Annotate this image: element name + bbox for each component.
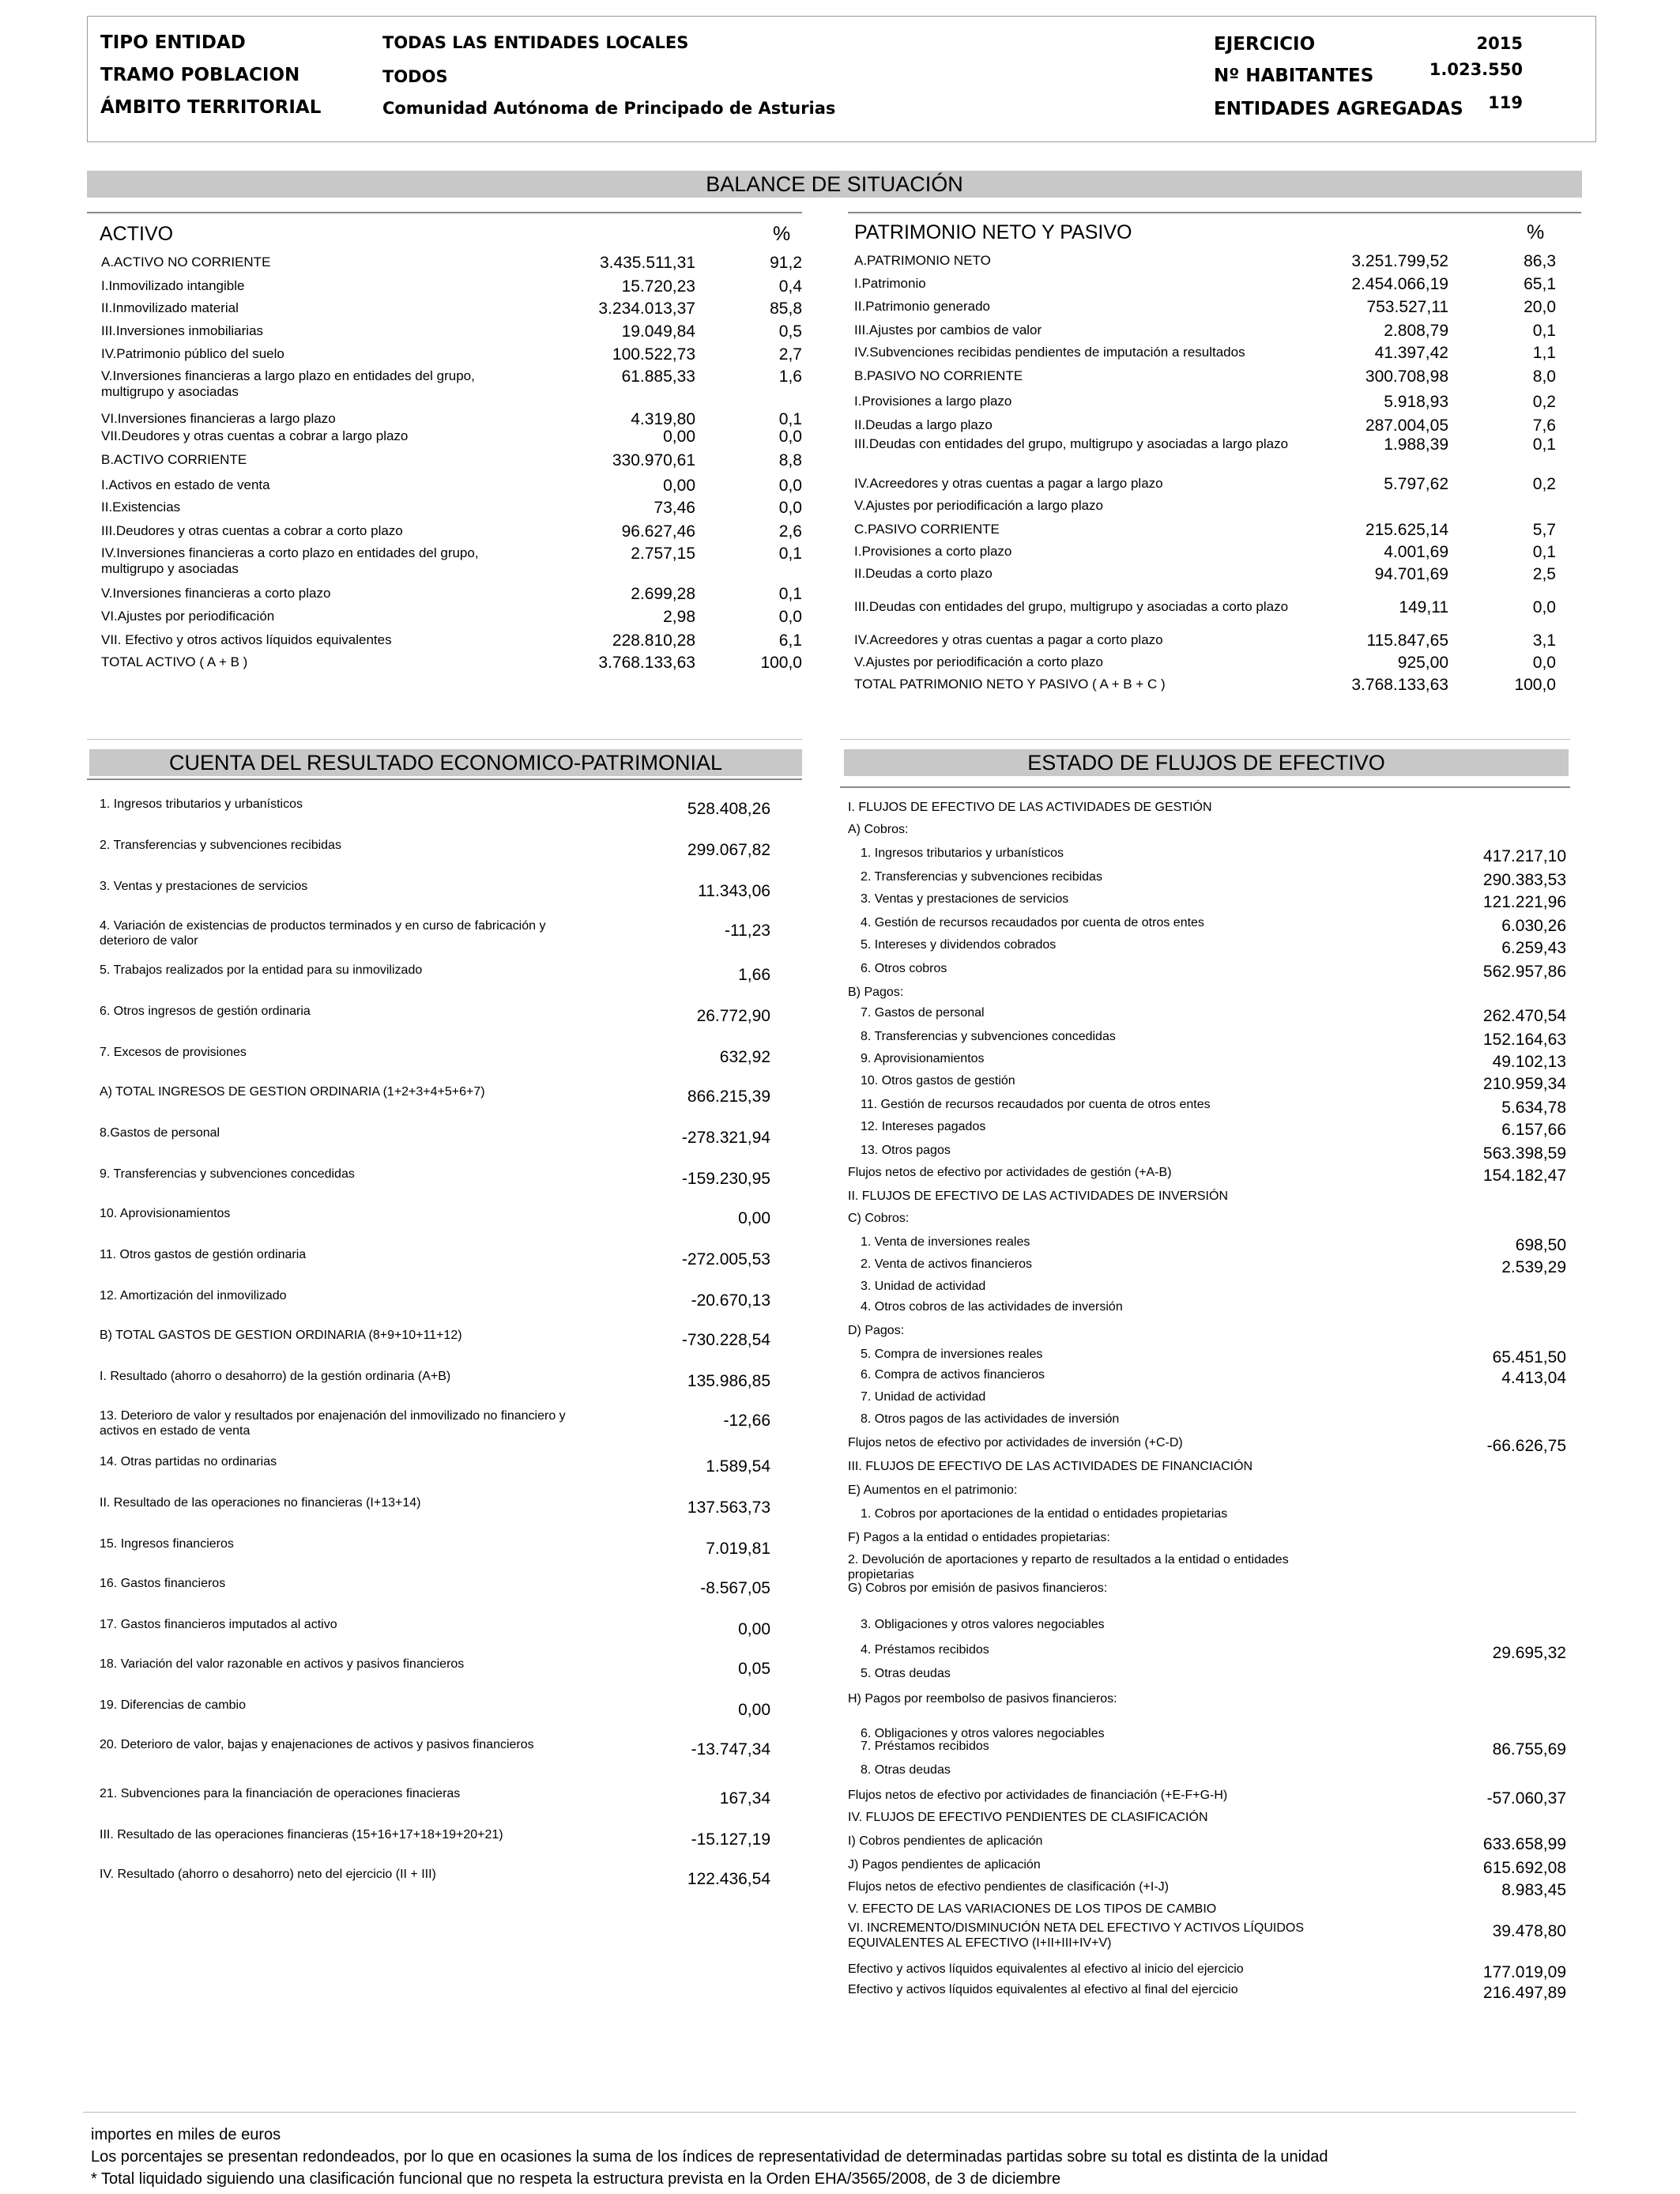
flujos-row-label: 7. Unidad de actividad [861, 1390, 986, 1404]
pasivo-row-pct: 2,5 [1532, 565, 1556, 583]
pasivo-row-value: 4.001,69 [1384, 543, 1448, 561]
activo-row-value: 2,98 [663, 608, 695, 626]
activo-row-label: III.Deudores y otras cuentas a cobrar a corto plazo [101, 523, 403, 538]
flujos-row-label: 10. Otros gastos de gestión [861, 1074, 1015, 1088]
cuenta-row-label: 17. Gastos financieros imputados al activo [100, 1618, 337, 1631]
cuenta-row-value: 299.067,82 [687, 841, 770, 859]
flujos-row-label: 1. Ingresos tributarios y urbanísticos [861, 846, 1064, 860]
flujos-row-value: 6.030,26 [1501, 917, 1566, 935]
pasivo-row-pct: 0,1 [1532, 435, 1556, 454]
cuenta-row-label: A) TOTAL INGRESOS DE GESTION ORDINARIA (1+2+3+4+5+6+7) [100, 1085, 485, 1099]
activo-row-value: 19.049,84 [621, 322, 695, 341]
cuenta-row-label: 8.Gastos de personal [100, 1126, 220, 1140]
flujos-row-label: 4. Gestión de recursos recaudados por cuenta de otros entes [861, 916, 1204, 929]
activo-row-value: 3.768.133,63 [598, 654, 695, 672]
activo-row-label: I.Inmovilizado intangible [101, 278, 245, 293]
pasivo-row-label: IV.Acreedores y otras cuentas a pagar a corto plazo [854, 632, 1163, 647]
flujos-row-label: 2. Venta de activos financieros [861, 1257, 1033, 1271]
cuenta-title: CUENTA DEL RESULTADO ECONOMICO-PATRIMONIAL [89, 749, 802, 776]
activo-row-label: II.Existencias [101, 499, 181, 515]
flujos-row-label: 3. Unidad de actividad [861, 1280, 986, 1293]
flujos-top-rule [840, 739, 1570, 740]
pasivo-row-value: 3.251.799,52 [1351, 252, 1448, 270]
pasivo-row-value: 5.918,93 [1384, 393, 1448, 411]
flujos-row-label: 9. Aprovisionamientos [861, 1052, 985, 1065]
cuenta-row-value: 1.589,54 [706, 1457, 770, 1476]
pasivo-row-value: 753.527,11 [1366, 298, 1448, 316]
activo-row-value: 4.319,80 [631, 410, 695, 428]
pasivo-row-label: IV.Subvenciones recibidas pendientes de imputación a resultados [854, 345, 1245, 360]
activo-row-value: 0,00 [663, 428, 695, 446]
entidades-agregadas-label: ENTIDADES AGREGADAS [1214, 99, 1463, 119]
cuenta-row-label: 2. Transferencias y subvenciones recibidas [100, 839, 341, 852]
cuenta-row-label: 20. Deterioro de valor, bajas y enajenaciones de activos y pasivos financieros [100, 1738, 534, 1751]
flujos-row-label: 5. Intereses y dividendos cobrados [861, 938, 1057, 952]
activo-row-pct: 0,0 [778, 499, 802, 517]
activo-row-pct: 6,1 [778, 631, 802, 650]
pasivo-pct-header: % [1527, 221, 1545, 243]
pasivo-row-pct: 100,0 [1514, 676, 1556, 694]
activo-row-pct: 0,0 [778, 608, 802, 626]
flujos-row-label: 5. Otras deudas [861, 1667, 951, 1680]
activo-row-label: B.ACTIVO CORRIENTE [101, 452, 247, 467]
flujos-row-label: E) Aumentos en el patrimonio: [848, 1483, 1018, 1497]
flujos-row-label: 2. Transferencias y subvenciones recibidas [861, 870, 1102, 884]
flujos-row-value: 633.658,99 [1482, 1835, 1566, 1853]
flujos-row-value: 29.695,32 [1492, 1644, 1566, 1662]
cuenta-top-rule [87, 739, 802, 740]
cuenta-row-label: B) TOTAL GASTOS DE GESTION ORDINARIA (8+9+10+11+12) [100, 1329, 462, 1342]
activo-row-value: 228.810,28 [612, 631, 695, 650]
activo-row-label: IV.Patrimonio público del suelo [101, 346, 284, 361]
cuenta-row-value: -278.321,94 [681, 1129, 770, 1147]
flujos-row-label: J) Pagos pendientes de aplicación [848, 1858, 1041, 1872]
pasivo-row-pct: 0,1 [1532, 543, 1556, 561]
pasivo-row-label: TOTAL PATRIMONIO NETO Y PASIVO ( A + B + C ) [854, 677, 1166, 692]
activo-row-label: A.ACTIVO NO CORRIENTE [101, 254, 271, 270]
pasivo-row-label: C.PASIVO CORRIENTE [854, 522, 1000, 537]
flujos-row-value: 6.259,43 [1501, 939, 1566, 957]
pasivo-row-pct: 20,0 [1524, 298, 1556, 316]
cuenta-row-value: -159.230,95 [681, 1170, 770, 1188]
habitantes-value: 1.023.550 [1429, 60, 1523, 79]
cuenta-row-value: -20.670,13 [691, 1291, 770, 1310]
pasivo-row-pct: 0,2 [1532, 393, 1556, 411]
cuenta-row-value: 632,92 [719, 1048, 770, 1066]
activo-row-label: I.Activos en estado de venta [101, 477, 270, 492]
cuenta-row-value: 0,00 [738, 1209, 770, 1227]
cuenta-row-value: 0,00 [738, 1620, 770, 1638]
cuenta-row-label: 6. Otros ingresos de gestión ordinaria [100, 1005, 311, 1018]
flujos-row-label: 8. Otras deudas [861, 1763, 951, 1777]
pasivo-row-pct: 65,1 [1524, 275, 1556, 293]
flujos-row-label: 6. Otros cobros [861, 962, 947, 975]
cuenta-row-label: 14. Otras partidas no ordinarias [100, 1455, 277, 1468]
flujos-row-value: 39.478,80 [1492, 1922, 1566, 1940]
flujos-row-label: II. FLUJOS DE EFECTIVO DE LAS ACTIVIDADES DE INVERSIÓN [848, 1189, 1228, 1203]
activo-pct-header: % [773, 223, 791, 245]
flujos-row-value: 262.470,54 [1482, 1007, 1566, 1025]
pasivo-row-value: 41.397,42 [1374, 344, 1448, 362]
pasivo-row-pct: 8,0 [1532, 368, 1556, 386]
flujos-row-label: Flujos netos de efectivo pendientes de clasificación (+I-J) [848, 1880, 1169, 1894]
activo-row-pct: 0,4 [778, 277, 802, 296]
pasivo-row-value: 300.708,98 [1365, 368, 1448, 386]
activo-row-pct: 100,0 [760, 654, 802, 672]
flujos-row-label: 1. Venta de inversiones reales [861, 1235, 1030, 1249]
pasivo-row-pct: 3,1 [1532, 631, 1556, 650]
ambito-territorial-value: Comunidad Autónoma de Principado de Asturias [382, 99, 836, 118]
pasivo-row-pct: 1,1 [1532, 344, 1556, 362]
tramo-poblacion-label: TRAMO POBLACION [100, 65, 300, 85]
footer-units-note: importes en miles de euros [91, 2126, 281, 2143]
flujos-row-label: H) Pagos por reembolso de pasivos financieros: [848, 1692, 1117, 1706]
flujos-row-label: Efectivo y activos líquidos equivalentes al efectivo al inicio del ejercicio [848, 1962, 1244, 1976]
activo-row-value: 0,00 [663, 477, 695, 495]
flujos-row-label: I) Cobros pendientes de aplicación [848, 1834, 1043, 1848]
cuenta-row-value: -13.747,34 [691, 1740, 770, 1759]
cuenta-row-value: 11.343,06 [698, 882, 770, 900]
flujos-row-label: A) Cobros: [848, 823, 909, 836]
flujos-row-value: 177.019,09 [1482, 1963, 1566, 1981]
flujos-row-value: 216.497,89 [1482, 1984, 1566, 2002]
pasivo-row-value: 94.701,69 [1374, 565, 1448, 583]
activo-row-pct: 0,5 [778, 322, 802, 341]
flujos-row-label: I. FLUJOS DE EFECTIVO DE LAS ACTIVIDADES DE GESTIÓN [848, 801, 1212, 814]
cuenta-row-value: -12,66 [723, 1412, 770, 1430]
activo-row-label: VII.Deudores y otras cuentas a cobrar a largo plazo [101, 428, 409, 443]
cuenta-row-label: 15. Ingresos financieros [100, 1537, 234, 1551]
cuenta-row-label: 16. Gastos financieros [100, 1577, 226, 1590]
flujos-row-label: 8. Transferencias y subvenciones concedidas [861, 1030, 1116, 1043]
activo-row-pct: 91,2 [770, 254, 802, 272]
flujos-row-value: 5.634,78 [1501, 1099, 1566, 1117]
cuenta-row-label: I. Resultado (ahorro o desahorro) de la gestión ordinaria (A+B) [100, 1370, 451, 1383]
activo-row-value: 15.720,23 [621, 277, 695, 296]
flujos-row-label: D) Pagos: [848, 1324, 905, 1337]
header-box [87, 16, 1596, 142]
pasivo-row-label: A.PATRIMONIO NETO [854, 253, 991, 268]
cuenta-row-value: 122.436,54 [687, 1870, 770, 1888]
pasivo-row-label: I.Provisiones a corto plazo [854, 544, 1012, 559]
cuenta-row-label: 5. Trabajos realizados por la entidad para su inmovilizado [100, 963, 423, 977]
flujos-row-label: IV. FLUJOS DE EFECTIVO PENDIENTES DE CLASIFICACIÓN [848, 1811, 1208, 1824]
cuenta-row-label: 13. Deterioro de valor y resultados por enajenación del inmovilizado no financiero y activos en estado de venta [100, 1409, 566, 1438]
pasivo-row-label: V.Ajustes por periodificación a corto plazo [854, 654, 1103, 669]
cuenta-row-value: 0,05 [738, 1660, 770, 1678]
flujos-row-label: V. EFECTO DE LAS VARIACIONES DE LOS TIPOS DE CAMBIO [848, 1902, 1217, 1916]
flujos-row-label: B) Pagos: [848, 986, 904, 999]
flujos-row-value: 154.182,47 [1482, 1167, 1566, 1185]
activo-row-value: 2.699,28 [631, 585, 695, 603]
pasivo-row-label: III.Deudas con entidades del grupo, multigrupo y asociadas a corto plazo [854, 599, 1289, 614]
pasivo-row-label: I.Provisiones a largo plazo [854, 394, 1012, 409]
tipo-entidad-value: TODAS LAS ENTIDADES LOCALES [382, 33, 689, 52]
cuenta-row-label: 10. Aprovisionamientos [100, 1207, 231, 1220]
activo-row-pct: 0,1 [778, 545, 802, 563]
flujos-header-rule [840, 786, 1570, 788]
flujos-row-value: 86.755,69 [1492, 1740, 1566, 1759]
activo-top-rule [87, 212, 802, 213]
pasivo-row-label: II.Patrimonio generado [854, 299, 990, 314]
pasivo-row-pct: 0,1 [1532, 322, 1556, 340]
activo-row-label: V.Inversiones financieras a largo plazo en entidades del grupo, multigrupo y asociadas [101, 368, 475, 399]
cuenta-row-label: 4. Variación de existencias de productos terminados y en curso de fabricación y deterioro de valor [100, 919, 546, 948]
pasivo-row-label: II.Deudas a corto plazo [854, 566, 993, 581]
cuenta-row-label: 7. Excesos de provisiones [100, 1046, 247, 1059]
cuenta-row-value: -11,23 [725, 922, 770, 940]
flujos-row-label: 1. Cobros por aportaciones de la entidad o entidades propietarias [861, 1507, 1228, 1521]
activo-row-value: 3.435.511,31 [599, 254, 695, 272]
flujos-row-value: 8.983,45 [1501, 1881, 1566, 1899]
flujos-row-value: -66.626,75 [1486, 1437, 1566, 1455]
flujos-row-value: 49.102,13 [1492, 1053, 1566, 1071]
flujos-row-value: 698,50 [1515, 1236, 1566, 1254]
pasivo-row-label: V.Ajustes por periodificación a largo plazo [854, 498, 1104, 513]
activo-row-pct: 0,1 [778, 585, 802, 603]
footer-classification-note: * Total liquidado siguiendo una clasificación funcional que no respeta la estructura prevista en la Orden EHA/3565/2008, de 3 de diciembre [91, 2170, 1061, 2188]
flujos-row-value: 417.217,10 [1482, 847, 1566, 865]
activo-row-value: 96.627,46 [621, 522, 695, 541]
pasivo-row-value: 149,11 [1399, 598, 1448, 616]
activo-row-label: TOTAL ACTIVO ( A + B ) [101, 654, 248, 669]
flujos-row-label: F) Pagos a la entidad o entidades propietarias: [848, 1531, 1110, 1544]
pasivo-top-rule [848, 212, 1581, 213]
cuenta-row-value: 26.772,90 [696, 1007, 770, 1025]
pasivo-row-pct: 0,2 [1532, 475, 1556, 493]
flujos-row-label: C) Cobros: [848, 1212, 910, 1225]
flujos-row-label: 7. Préstamos recibidos [861, 1740, 989, 1753]
flujos-row-value: 210.959,34 [1482, 1075, 1566, 1093]
pasivo-row-pct: 5,7 [1532, 521, 1556, 539]
cuenta-row-label: 12. Amortización del inmovilizado [100, 1289, 287, 1302]
pasivo-row-pct: 7,6 [1532, 417, 1556, 435]
cuenta-row-label: 11. Otros gastos de gestión ordinaria [100, 1248, 307, 1261]
activo-row-pct: 85,8 [770, 300, 802, 318]
flujos-row-label: Efectivo y activos líquidos equivalentes al efectivo al final del ejercicio [848, 1983, 1238, 1996]
flujos-row-value: 4.413,04 [1501, 1369, 1566, 1387]
activo-row-label: IV.Inversiones financieras a corto plazo en entidades del grupo, multigrupo y asociadas [101, 545, 479, 576]
flujos-row-label: 6. Obligaciones y otros valores negociables [861, 1727, 1105, 1740]
activo-row-label: VI.Inversiones financieras a largo plazo [101, 411, 336, 426]
pasivo-row-label: III.Ajustes por cambios de valor [854, 322, 1042, 337]
cuenta-row-value: 528.408,26 [687, 800, 770, 818]
cuenta-row-label: III. Resultado de las operaciones financieras (15+16+17+18+19+20+21) [100, 1828, 503, 1842]
flujos-row-value: 121.221,96 [1482, 893, 1566, 911]
tipo-entidad-label: TIPO ENTIDAD [100, 32, 246, 53]
flujos-row-value: 290.383,53 [1482, 871, 1566, 889]
cuenta-row-label: 9. Transferencias y subvenciones concedidas [100, 1167, 355, 1181]
activo-row-value: 2.757,15 [631, 545, 695, 563]
pasivo-row-value: 1.988,39 [1384, 435, 1448, 454]
ejercicio-value: 2015 [1476, 34, 1523, 53]
activo-row-label: VI.Ajustes por periodificación [101, 609, 275, 624]
flujos-row-value: 615.692,08 [1482, 1859, 1566, 1877]
tramo-poblacion-value: TODOS [382, 67, 448, 86]
pasivo-row-value: 925,00 [1397, 654, 1448, 672]
activo-row-pct: 1,6 [778, 368, 802, 386]
flujos-row-value: 562.957,86 [1482, 963, 1566, 981]
flujos-row-label: 3. Ventas y prestaciones de servicios [861, 892, 1069, 906]
pasivo-row-label: II.Deudas a largo plazo [854, 417, 993, 432]
activo-row-pct: 2,7 [778, 345, 802, 364]
flujos-row-label: 5. Compra de inversiones reales [861, 1348, 1043, 1361]
cuenta-row-value: -15.127,19 [691, 1830, 770, 1849]
flujos-row-label: Flujos netos de efectivo por actividades de gestión (+A-B) [848, 1166, 1172, 1179]
flujos-row-label: III. FLUJOS DE EFECTIVO DE LAS ACTIVIDADES DE FINANCIACIÓN [848, 1460, 1253, 1473]
pasivo-row-pct: 0,0 [1532, 598, 1556, 616]
flujos-row-label: VI. INCREMENTO/DISMINUCIÓN NETA DEL EFECTIVO Y ACTIVOS LÍQUIDOS EQUIVALENTES AL EFECTIVO (I+II+III+IV+V) [848, 1921, 1304, 1950]
flujos-row-label: G) Cobros por emisión de pasivos financieros: [848, 1581, 1108, 1595]
activo-row-pct: 8,8 [778, 451, 802, 469]
flujos-row-label: 4. Préstamos recibidos [861, 1643, 989, 1657]
pasivo-row-value: 2.454.066,19 [1351, 275, 1448, 293]
flujos-row-label: 8. Otros pagos de las actividades de inversión [861, 1412, 1120, 1426]
cuenta-row-label: 21. Subvenciones para la financiación de operaciones finacieras [100, 1787, 461, 1800]
cuenta-row-value: 137.563,73 [687, 1498, 770, 1517]
pasivo-row-value: 5.797,62 [1384, 475, 1448, 493]
flujos-row-value: 152.164,63 [1482, 1031, 1566, 1049]
activo-row-value: 61.885,33 [621, 368, 695, 386]
activo-row-label: V.Inversiones financieras a corto plazo [101, 586, 331, 601]
flujos-row-value: 65.451,50 [1492, 1348, 1566, 1367]
flujos-row-label: 12. Intereses pagados [861, 1120, 986, 1133]
flujos-row-label: 3. Obligaciones y otros valores negociables [861, 1618, 1105, 1631]
activo-row-label: II.Inmovilizado material [101, 300, 239, 315]
flujos-row-label: Flujos netos de efectivo por actividades de inversión (+C-D) [848, 1436, 1183, 1449]
footer-rounding-note: Los porcentajes se presentan redondeados, por lo que en ocasiones la suma de los índices de representatividad de determinadas partidas sobre su total es distinta de la unidad [91, 2148, 1328, 2166]
activo-row-value: 73,46 [654, 499, 695, 517]
pasivo-row-value: 215.625,14 [1365, 521, 1448, 539]
flujos-row-label: 13. Otros pagos [861, 1144, 951, 1157]
flujos-title: ESTADO DE FLUJOS DE EFECTIVO [844, 749, 1569, 776]
flujos-row-label: 6. Compra de activos financieros [861, 1368, 1045, 1382]
cuenta-row-value: -272.005,53 [681, 1250, 770, 1269]
cuenta-row-value: -8.567,05 [700, 1579, 770, 1597]
ambito-territorial-label: ÁMBITO TERRITORIAL [100, 97, 322, 118]
pasivo-header: PATRIMONIO NETO Y PASIVO [854, 221, 1132, 243]
entidades-agregadas-value: 119 [1488, 93, 1523, 112]
flujos-row-value: 563.398,59 [1482, 1144, 1566, 1163]
activo-row-value: 100.522,73 [612, 345, 695, 364]
pasivo-row-value: 2.808,79 [1384, 322, 1448, 340]
activo-row-value: 330.970,61 [612, 451, 695, 469]
cuenta-row-label: 18. Variación del valor razonable en activos y pasivos financieros [100, 1657, 465, 1671]
cuenta-row-label: 1. Ingresos tributarios y urbanísticos [100, 797, 303, 811]
flujos-row-label: 7. Gastos de personal [861, 1006, 985, 1020]
pasivo-row-value: 3.768.133,63 [1351, 676, 1448, 694]
flujos-row-label: Flujos netos de efectivo por actividades de financiación (+E-F+G-H) [848, 1789, 1228, 1802]
balance-title: BALANCE DE SITUACIÓN [87, 171, 1582, 198]
flujos-row-value: 6.157,66 [1501, 1121, 1566, 1139]
cuenta-row-label: II. Resultado de las operaciones no financieras (I+13+14) [100, 1496, 421, 1510]
activo-row-label: III.Inversiones inmobiliarias [101, 323, 264, 338]
pasivo-row-label: I.Patrimonio [854, 276, 926, 291]
pasivo-row-label: B.PASIVO NO CORRIENTE [854, 368, 1023, 383]
pasivo-row-label: III.Deudas con entidades del grupo, multigrupo y asociadas a largo plazo [854, 436, 1289, 451]
activo-row-pct: 0,0 [778, 477, 802, 495]
pasivo-row-label: IV.Acreedores y otras cuentas a pagar a largo plazo [854, 476, 1163, 491]
flujos-row-value: 2.539,29 [1501, 1258, 1566, 1276]
footer-rule [83, 2112, 1576, 2113]
cuenta-row-value: -730.228,54 [681, 1331, 770, 1349]
cuenta-row-label: 3. Ventas y prestaciones de servicios [100, 880, 308, 893]
habitantes-label: Nº HABITANTES [1214, 66, 1374, 86]
pasivo-row-value: 115.847,65 [1366, 631, 1448, 650]
pasivo-row-pct: 0,0 [1532, 654, 1556, 672]
activo-header: ACTIVO [100, 223, 174, 245]
ejercicio-label: EJERCICIO [1214, 34, 1316, 55]
cuenta-row-value: 7.019,81 [706, 1540, 770, 1558]
activo-row-pct: 0,0 [778, 428, 802, 446]
activo-row-value: 3.234.013,37 [598, 300, 695, 318]
flujos-row-label: 2. Devolución de aportaciones y reparto de resultados a la entidad o entidades propietarias [848, 1553, 1289, 1581]
cuenta-row-label: IV. Resultado (ahorro o desahorro) neto del ejercicio (II + III) [100, 1868, 436, 1881]
activo-row-pct: 2,6 [778, 522, 802, 541]
flujos-row-value: -57.060,37 [1486, 1789, 1566, 1808]
flujos-row-label: 4. Otros cobros de las actividades de inversión [861, 1300, 1123, 1314]
activo-row-label: VII. Efectivo y otros activos líquidos equivalentes [101, 632, 392, 647]
pasivo-row-pct: 86,3 [1524, 252, 1556, 270]
pasivo-row-value: 287.004,05 [1365, 417, 1448, 435]
cuenta-row-label: 19. Diferencias de cambio [100, 1698, 246, 1712]
flujos-row-label: 11. Gestión de recursos recaudados por cuenta de otros entes [861, 1098, 1211, 1111]
activo-row-pct: 0,1 [778, 410, 802, 428]
cuenta-header-rule [87, 778, 802, 780]
cuenta-row-value: 866.215,39 [687, 1088, 770, 1106]
cuenta-row-value: 1,66 [738, 966, 770, 984]
cuenta-row-value: 0,00 [738, 1701, 770, 1719]
cuenta-row-value: 167,34 [719, 1789, 770, 1808]
cuenta-row-value: 135.986,85 [687, 1372, 770, 1390]
